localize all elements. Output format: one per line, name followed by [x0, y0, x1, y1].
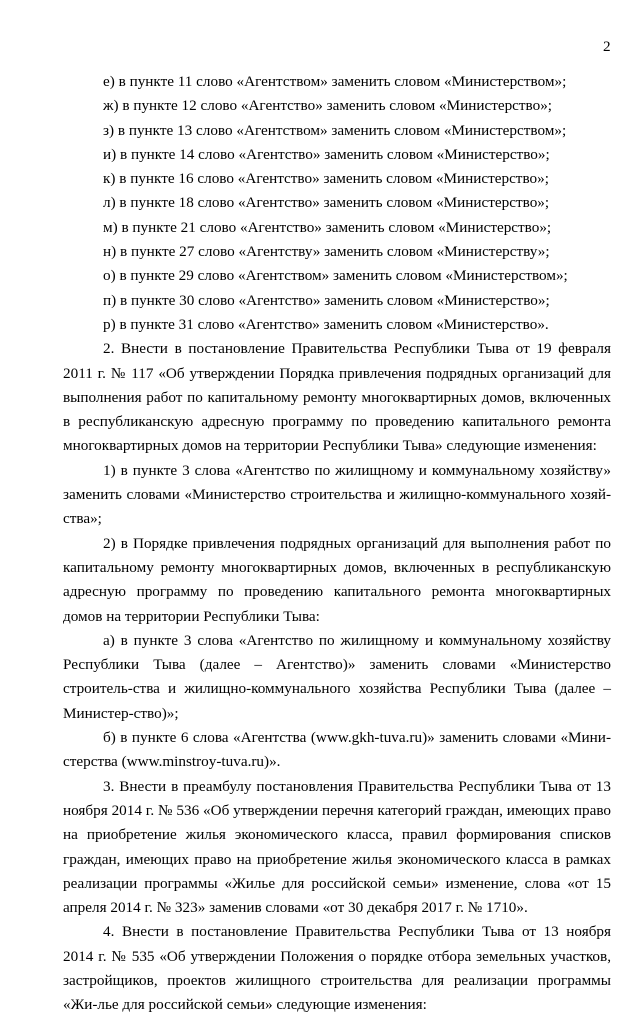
paragraph-section-3: 3. Внести в преамбулу постановления Правительства Республики Тыва от 13 ноября 2014 г. № 536 «Об утверждении перечня категорий граждан, имеющих право на приобретение жилья экономического класса, правил формирования списков граждан, имеющих право на приобретение жилья экономического класса в рамках реализации программы «Жилье для российской семьи» изменение, слова «от 15 апреля 2014 г. № 323» заменив словами «от 30 декабря 2017 г. № 1710». [63, 777, 611, 917]
document-body [63, 70, 611, 1018]
paragraph-subitem-a: а) в пункте 3 слова «Агентство по жилищному и коммунальному хозяйству Республики Тыва (далее – Агентство)» заменить словами «Министерство строитель-ства и жилищно-коммунального хозяйства Республики Тыва (далее – Министер-ство)»; [63, 631, 611, 722]
list-item: п) в пункте 30 слово «Агентство» заменить словом «Министерство»; [103, 291, 550, 309]
paragraph-subitem-2: 2) в Порядке привлечения подрядных организаций для выполнения работ по капитальному ремонту многоквартирных домов, включенных в республиканскую адресную программу по проведению капитального ремонта многоквартирных домов на территории Республики Тыва: [63, 534, 611, 625]
list-item: о) в пункте 29 слово «Агентством» заменить словом «Министерством»; [103, 267, 568, 285]
list-item: к) в пункте 16 слово «Агентство» заменить словом «Министерство»; [103, 170, 549, 188]
paragraph-subitem-b: б) в пункте 6 слова «Агентства (www.gkh-tuva.ru)» заменить словами «Мини-стерства (www.minstroy-tuva.ru)». [63, 729, 611, 771]
list-item: л) в пункте 18 слово «Агентство» заменить словом «Министерство»; [103, 194, 550, 212]
paragraph-section-4: 4. Внести в постановление Правительства Республики Тыва от 13 ноября 2014 г. № 535 «Об утверждении Положения о порядке отбора земельных участков, застройщиков, проектов жилищного строительства для реализации программы «Жи-лье для российской семьи» следующие изменения: [63, 923, 611, 1014]
list-item: р) в пункте 31 слово «Агентство» заменить словом «Министерство». [103, 315, 549, 333]
list-item: ж) в пункте 12 слово «Агентство» заменить словом «Министерство»; [103, 97, 553, 115]
paragraph-subitem-1: 1) в пункте 3 слова «Агентство по жилищному и коммунальному хозяйству» заменить словами «Министерство строительства и жилищно-коммунального хозяй-ства»; [63, 461, 611, 528]
list-item: м) в пункте 21 слово «Агентство» заменить словом «Министерство»; [103, 218, 552, 236]
paragraph-section-2: 2. Внести в постановление Правительства Республики Тыва от 19 февраля 2011 г. № 117 «Об утверждении Порядка привлечения подрядных организаций для выполнения работ по капитальному ремонту многоквартирных домов, включенных в республиканскую адресную программу по проведению капитального ремонта многоквартирных домов на территории Республики Тыва» следующие изменения: [63, 340, 611, 455]
list-item: н) в пункте 27 слово «Агентству» заменить словом «Министерству»; [103, 243, 550, 261]
list-item: е) в пункте 11 слово «Агентством» заменить словом «Министерством»; [103, 73, 567, 90]
page-number: 2 [603, 38, 611, 55]
list-item: з) в пункте 13 слово «Агентством» заменить словом «Министерством»; [103, 121, 567, 139]
list-item: и) в пункте 14 слово «Агентство» заменить словом «Министерство»; [103, 145, 550, 163]
